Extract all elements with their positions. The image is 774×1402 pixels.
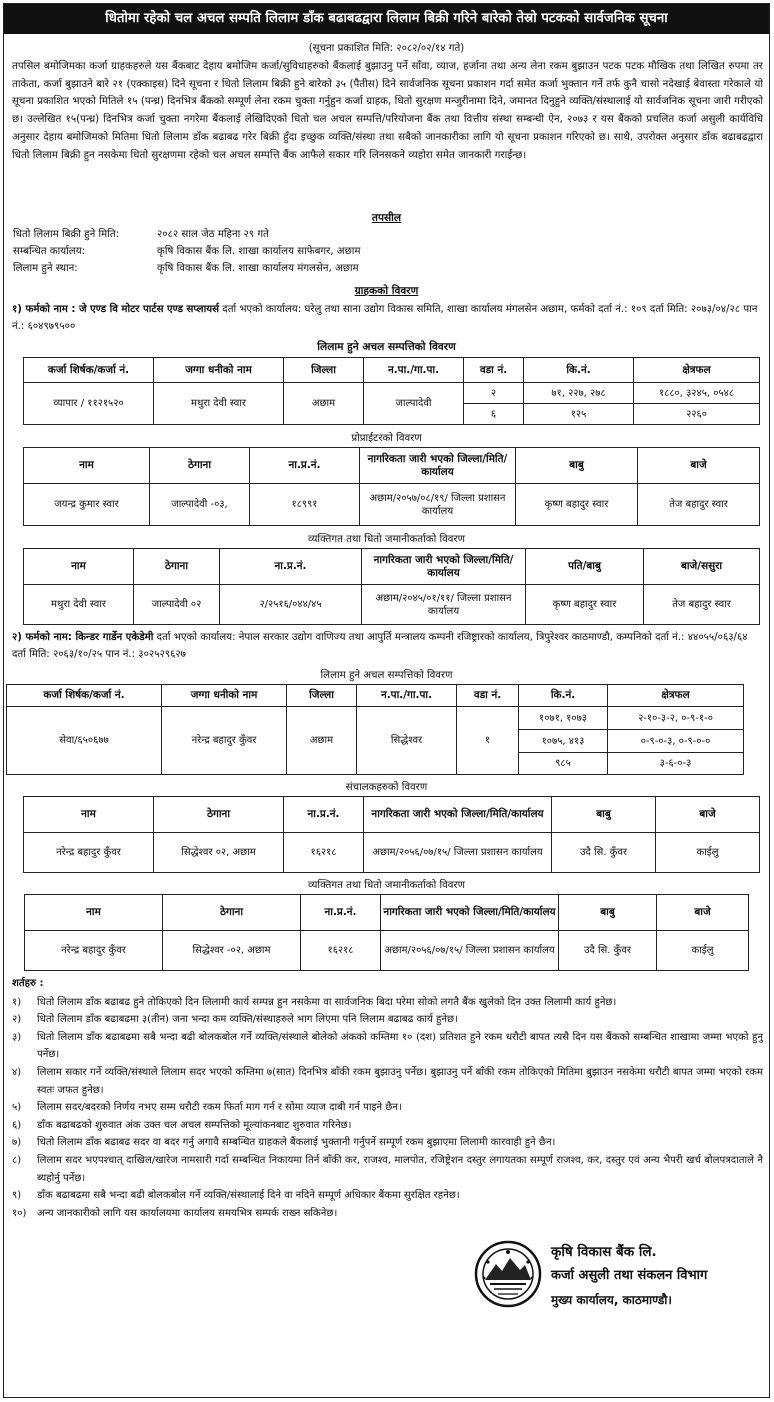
term-item [12,1187,763,1205]
term-number: ८) [12,1154,22,1166]
citizenship-issue-cell: अछाम/२०५७/०८/१९/ जिल्ला प्रशासन कार्यालय [360,484,516,526]
col-grandfather: बाजे [656,797,760,833]
term-item [12,1117,763,1135]
term-text: डाँक बढाबढमा सबै भन्दा बढी बोलकबोल गर्ने व्यक्ति/संस्थालाई दिने वा नदिने सम्पूर्ण अधिकार बैंकमा सुरक्षित रहनेछ। [37,1190,460,1202]
table-row [7,707,744,730]
kitta-cell: १०७१, १०७३ [519,707,608,730]
term-number: २) [12,1014,22,1026]
citizenship-issue-cell: अछाम/२०५६/०७/१५/ जिल्ला प्रशासन कार्यालय [364,833,552,873]
firm1-info [12,301,761,337]
notice-banner: धितोमा रहेको चल अचल सम्पति लिलाम डाँक बढाबढद्वारा लिलाम बिक्री गरिने बारेको तेस्रो पटकको सार्वजनिक सूचना [4,4,769,34]
col-father: बाबु [516,448,638,484]
address-cell: सिद्धेश्वर ०२, अछाम [154,833,284,873]
kitta-cell: ९८५ [519,753,608,775]
col-name: नाम [25,895,163,931]
firm1-name: १) फर्मको नाम : जे एण्ड वि मोटर पार्टस एण्ड सप्लायर्स [12,304,220,315]
terms-section [12,975,763,1222]
property-title-2: लिलाम हुने अचल सम्पत्तिको विवरण [320,670,453,681]
col-address: ठेगाना [163,895,301,931]
term-number: ६) [12,1119,22,1131]
notice-document [3,3,770,1398]
firm1-text: दर्ता भएको कार्यालय: घरेलु तथा साना उद्योग विकास समिति, शाखा कार्यालय मंगलसेन अछाम, फर्मको दर्ता नं.: १०९ दर्ता मिति: २०७३/०४/२८ पान नं.: ६०४९७९५०० [12,304,758,332]
table-row [24,383,760,404]
detail-value: कृषि विकास बैंक लि. शाखा कार्यालय मंगलसेन, अछाम [157,263,359,274]
term-number: १) [12,996,22,1008]
col-citizenship-no: ना.प्र.नं. [284,797,364,833]
table-row [24,833,760,873]
col-owner: जग्गा धनीको नाम [162,685,287,707]
directors-table [23,796,760,873]
term-text: लिलाम सदर भएपश्चात् दाखिल/खारेज नामसारी गर्दा सम्बन्धित निकायमा तिर्न बाँकी कर, राजश्व, मालपोत, रजिष्ट्रेशन दस्तुर लगायतका सम्पूर्ण राजश्व, कर, दस्तुर एवं अन्य भैपरी खर्च बोलपत्रदाताले नै ब्यहोर्नु पर्नेछ। [37,1154,763,1184]
term-text: डाँक बढाबढको शुरुवात अंक उक्त चल अचल सम्पत्तिको मूल्यांकनबाट शुरुवात गरिनेछ। [37,1119,352,1131]
col-area: क्षेत्रफल [608,685,744,707]
name-cell: नरेन्द्र बहादुर कुँवर [24,833,154,873]
table-row [24,585,760,625]
guarantor-title-2: व्यक्तिगत तथा धितो जमानीकर्ताको विवरण [308,880,465,891]
col-citizenship-no: ना.प्र.नं. [220,549,362,585]
proprietor-table [23,447,760,526]
col-citizenship-no: ना.प्र.नं. [301,895,381,931]
firm2-text: दर्ता भएको कार्यालय: नेपाल सरकार उद्योग वाणिज्य तथा आपुर्ति मन्त्रालय कम्पनी रजिष्ट्रारको कार्यालय, त्रिपुरेश्वर काठमाण्डौ, कम्पनिको दर्ता नं.: ४४०५५/०६३/६४ दर्ता मिति: २०६३/१०/२५ पान नं.: ३०२५२९६२७ [12,632,748,660]
kitta-cell: १२५ [524,404,634,425]
loan-cell: सेवा/६५०६७७ [7,707,162,775]
citizenship-issue-cell: अछाम/२०५६/०७/१५/ जिल्ला प्रशासन कार्यालय [381,931,559,971]
father-cell: कृष्ण बहादुर स्वार [516,484,638,526]
grandfather-cell: तेज बहादुर स्वार [638,484,760,526]
publication-date: (सूचना प्रकाशित मिति: २०८२/०२/१४ गते) [308,43,465,54]
term-text: लिलाम सकार गर्ने व्यक्ति/संस्थाले लिलाम सदर भएको कम्तिमा ७(सात) दिनभित्र बाँकी रकम बुझाउनु पर्नेछ। बुझाउनु पर्ने बाँकी रकम तोकिएको मितिमा बुझाउन नसकेमा धरौटी बापत जम्मा भएको रकम स्वतः जफत हुनेछ। [37,1066,763,1096]
table-row [25,931,749,971]
col-father: बाबु [552,797,656,833]
detail-value: २०८२ साल जेठ महिना २९ गते [157,229,269,240]
firm2-info [12,629,761,665]
signature-block [551,1240,707,1312]
col-name: नाम [24,797,154,833]
footer-signature [474,1226,764,1391]
col-municipality: न.पा./गा.पा. [357,685,457,707]
grandfather-cell: तेज बहादुर स्वार [644,585,760,625]
detail-key: लिलाम हुने स्थान: [13,263,78,274]
col-ward: वडा नं. [464,358,524,383]
area-cell: ३-६-०-३ [608,753,744,775]
detail-value: कृषि विकास बैंक लि. शाखा कार्यालय साफेबगर, अछाम [157,246,361,257]
col-citizenship-issue: नागरिकता जारी भएको जिल्ला/मिति/कार्यालय [360,448,516,484]
term-item [12,1064,763,1099]
district-cell: अछाम [284,383,364,425]
term-text: लिलाम सदर/बदरको निर्णय नभए सम्म धरौटी रकम फिर्ता माग गर्न र सोमा व्याज दाबी गर्न पाइने छैन। [37,1102,402,1114]
detail-row [13,226,769,243]
term-number: १०) [12,1207,27,1219]
col-grandfather: बाजे [657,895,749,931]
col-area: क्षेत्रफल [634,358,760,383]
term-text: धितो लिलाम डाँक बढाबढ सदर वा बदर गर्नु अगावै सम्बन्धित ग्राहकले बैंकलाई भुक्तानी गर्नुपर्ने सम्पूर्ण रकम बुझाएमा लिलामी कारवाही हुने छैन। [37,1137,556,1149]
proprietor-title: प्रोप्राईटरको विवरण [351,433,422,444]
firm2-name: २) फर्मको नाम: किन्डर गार्डेन एकेडेमी [12,632,154,643]
address-cell: जाल्पादेवी -०३, [150,484,250,526]
col-name: नाम [24,549,134,585]
term-item [12,1029,763,1064]
term-item [12,1099,763,1117]
area-cell: २-१०-३-२, ०-९-१-० [608,707,744,730]
department-name: कर्जा असुली तथा संकलन विभाग [551,1268,708,1283]
col-father: बाबु [559,895,657,931]
guarantor-title-1: व्यक्तिगत तथा धितो जमानीकर्ताको विवरण [308,534,465,545]
bank-logo-icon [474,1240,542,1308]
citizenship-no-cell: १६२१८ [301,931,381,971]
term-text: अन्य जानकारीको लागि यस कार्यालयमा कार्यालय समयभित्र सम्पर्क राख्न सकिनेछ। [37,1207,338,1219]
intro-paragraph: तपसिल बमोजिमका कर्जा ग्राहकहरुले यस बैंकबाट देहाय बमोजिम कर्जा/सुविधाहरुको बैंकलाई बुझाउनु पर्ने साँवा, व्याज, हर्जाना तथा अन्य लेना रकम बुझाउन पटक पटक मौखिक तथा लिखित रुपमा तर ताकेता, कर्जा बुझाउने बारे २१ (एक्काइस) दिने सूचना र धितो लिलाम बिक्री हुने बारेको ३५ (पैतीस) दिने सार्वजनिक सूचना प्रकाशन गर्दा समेत कर्जा भुक्तान गर्ने तर्फ कुनै चासो नदेखाई बेवास्ता गरेकाले यो सूचना प्रकाशित भएको मितिले १५ (पन्ध्र) दिनभित्र बैंकको सम्पूर्ण लेना रकम चुक्ता गर्नुहुन कर्जा ग्राहक, धितो सुरक्षण मन्जुरीनामा दिने, जमानत दिनुहुने व्यक्ति/संस्थालाई यो सार्वजनिक सूचना जारी गरीएको छ। उल्लेखित १५(पन्ध्र) दिनभित्र कर्जा चुक्ता नगरेमा बैंकलाई लेखिदिएको धितो चल अचल सम्पत्ति/परियोजना बैंक तथा वित्तीय संस्था सम्बन्धी ऐन, २०७३ र यस बैंकको प्रचलित कर्जा असुली कार्यविधि अनुसार देहाय बमोजिमको मितिमा धितो लिलाम डाँक बढाबढ गरेर बिक्री हुँदा इच्छुक व्यक्ति/संस्था तथा सबैको जानकारीका लागि यो सूचना प्रकाशन गरिएको छ। साथै, उपरोक्त अनुसार डाँक बढाबढद्वारा धितो लिलाम बिक्री हुन नसकेमा धितो सुरक्षणमा रहेको चल अचल सम्पत्ति बैंक आफैले सकार गरि लिनसकने व्यहोरा समेत जानकारी गराईन्छ। [12,60,763,161]
term-text: धितो लिलाम डाँक बढाबढमा ३(तीन) जना भन्दा कम व्यक्ति/संस्थाहरुले भाग लिएमा पनि लिलाम बढाबढ कार्य हुनेछ। [37,1014,458,1026]
term-item [12,1205,452,1223]
col-husband-father: पति/बाबु [526,549,644,585]
name-cell: मथुरा देवी स्वार [24,585,134,625]
col-municipality: न.पा./गा.पा. [364,358,464,383]
municipality-cell: सिद्धेश्वर [357,707,457,775]
owner-cell: नरेन्द्र बहादुर कुँवर [162,707,287,775]
ward-cell: ६ [464,404,524,425]
table-row [24,484,760,526]
address-cell: जाल्पादेवी ०२ [134,585,220,625]
col-ward: वडा नं. [457,685,519,707]
term-number: ७) [12,1137,22,1149]
term-item [12,1134,763,1152]
term-item [12,1152,763,1187]
col-citizenship-issue: नागरिकता जारी भएको जिल्ला/मिति/कार्यालय [381,895,559,931]
grandfather-cell: काईलु [656,833,760,873]
col-address: ठेगाना [154,797,284,833]
col-grandfather-fatherinlaw: बाजे/ससुरा [644,549,760,585]
district-cell: अछाम [287,707,357,775]
citizenship-issue-cell: अछाम/२०४५/०१/११/ जिल्ला प्रशासन कार्यालय [362,585,526,625]
father-cell: उदै सि. कुँवर [552,833,656,873]
term-number: ५) [12,1102,22,1114]
detail-key: सम्बन्धित कार्यालय: [13,246,86,257]
area-cell: ०-९-०-३, ०-९-०-० [608,730,744,753]
col-citizenship-no: ना.प्र.नं. [250,448,360,484]
detail-key: धितो लिलाम बिक्री हुने मिति: [13,229,120,240]
details-heading: तपसील [371,212,402,224]
terms-heading: शर्तहरु : [12,978,44,989]
col-kitta: कि.नं. [519,685,608,707]
property-table-1 [23,357,760,425]
detail-row [13,243,769,260]
col-citizenship-issue: नागरिकता जारी भएको जिल्ला/मिति/कार्यालय [364,797,552,833]
citizenship-no-cell: २/२५१६/०४४/४५ [220,585,362,625]
guarantor-table-2 [24,894,749,971]
office-name: मुख्य कार्यालय, काठमाण्डौ। [551,1293,672,1307]
directors-title: संचालकहरुको विवरण [345,782,428,793]
area-cell: २२६० [634,404,760,425]
citizenship-no-cell: १६२१८ [284,833,364,873]
property-title-1: लिलाम हुने अचल सम्पत्तिको विवरण [317,341,456,353]
col-kitta: कि.नं. [524,358,634,383]
col-citizenship-issue: नागरिकता जारी भएको जिल्ला/मिति/कार्यालय [362,549,526,585]
col-district: जिल्ला [287,685,357,707]
col-owner: जग्गा धनीको नाम [154,358,284,383]
owner-cell: मथुरा देवी स्वार [154,383,284,425]
property-table-2 [6,684,744,775]
col-loan: कर्जा शिर्षक/कर्जा नं. [7,685,162,707]
guarantor-table-1 [23,548,760,625]
term-text: धितो लिलाम डाँक बढाबढ हुने तोकिएको दिन लिलामी कार्य सम्पन्न हुन नसकेमा वा सार्वजनिक बिदा परेमा सोको लगतै बैंक खुलेको दिन उक्त लिलामी कार्य हुनेछ। [37,996,617,1008]
name-cell: नरेन्द्र बहादुर कुँवर [25,931,163,971]
customer-heading: ग्राहकको विवरण [354,285,419,297]
term-item [12,994,763,1012]
bank-name: कृषि विकास बैंक लि. [551,1244,657,1260]
col-address: ठेगाना [134,549,220,585]
term-item [12,1011,763,1029]
kitta-cell: १०७५, ४१३ [519,730,608,753]
col-address: ठेगाना [150,448,250,484]
loan-cell: व्यापार / ११२१५२० [24,383,154,425]
municipality-cell: जाल्पादेवी [364,383,464,425]
col-name: नाम [24,448,150,484]
term-number: ३) [12,1031,22,1043]
kitta-cell: ७१, २२७, २७८ [524,383,634,404]
col-loan: कर्जा शिर्षक/कर्जा नं. [24,358,154,383]
detail-row [13,260,769,277]
col-district: जिल्ला [284,358,364,383]
citizenship-no-cell: १८९९१ [250,484,360,526]
father-cell: कृष्ण बहादुर स्वार [526,585,644,625]
ward-cell: १ [457,707,519,775]
term-number: ९) [12,1190,22,1202]
term-text: धितो लिलाम डाँक बढाबढमा सबै भन्दा बढी बोलकबोल गर्ने व्यक्ति/संस्थाले बोलेको अंकको कम्तिमा १० (दश) प्रतिशत हुने रकम धरौटी बापत त्यसै दिन यस बैंकको सम्बन्धित शाखामा जम्मा भएको हुनु पर्नेछ। [37,1031,763,1061]
name-cell: जयन्द्र कुमार स्वार [24,484,150,526]
col-grandfather: बाजे [638,448,760,484]
area-cell: १८८०, ३२४५, ०५४८ [634,383,760,404]
grandfather-cell: काईलु [657,931,749,971]
ward-cell: २ [464,383,524,404]
father-cell: उदै सि. कुँवर [559,931,657,971]
address-cell: सिद्धेश्वर -०२, अछाम [163,931,301,971]
term-number: ४) [12,1066,22,1078]
